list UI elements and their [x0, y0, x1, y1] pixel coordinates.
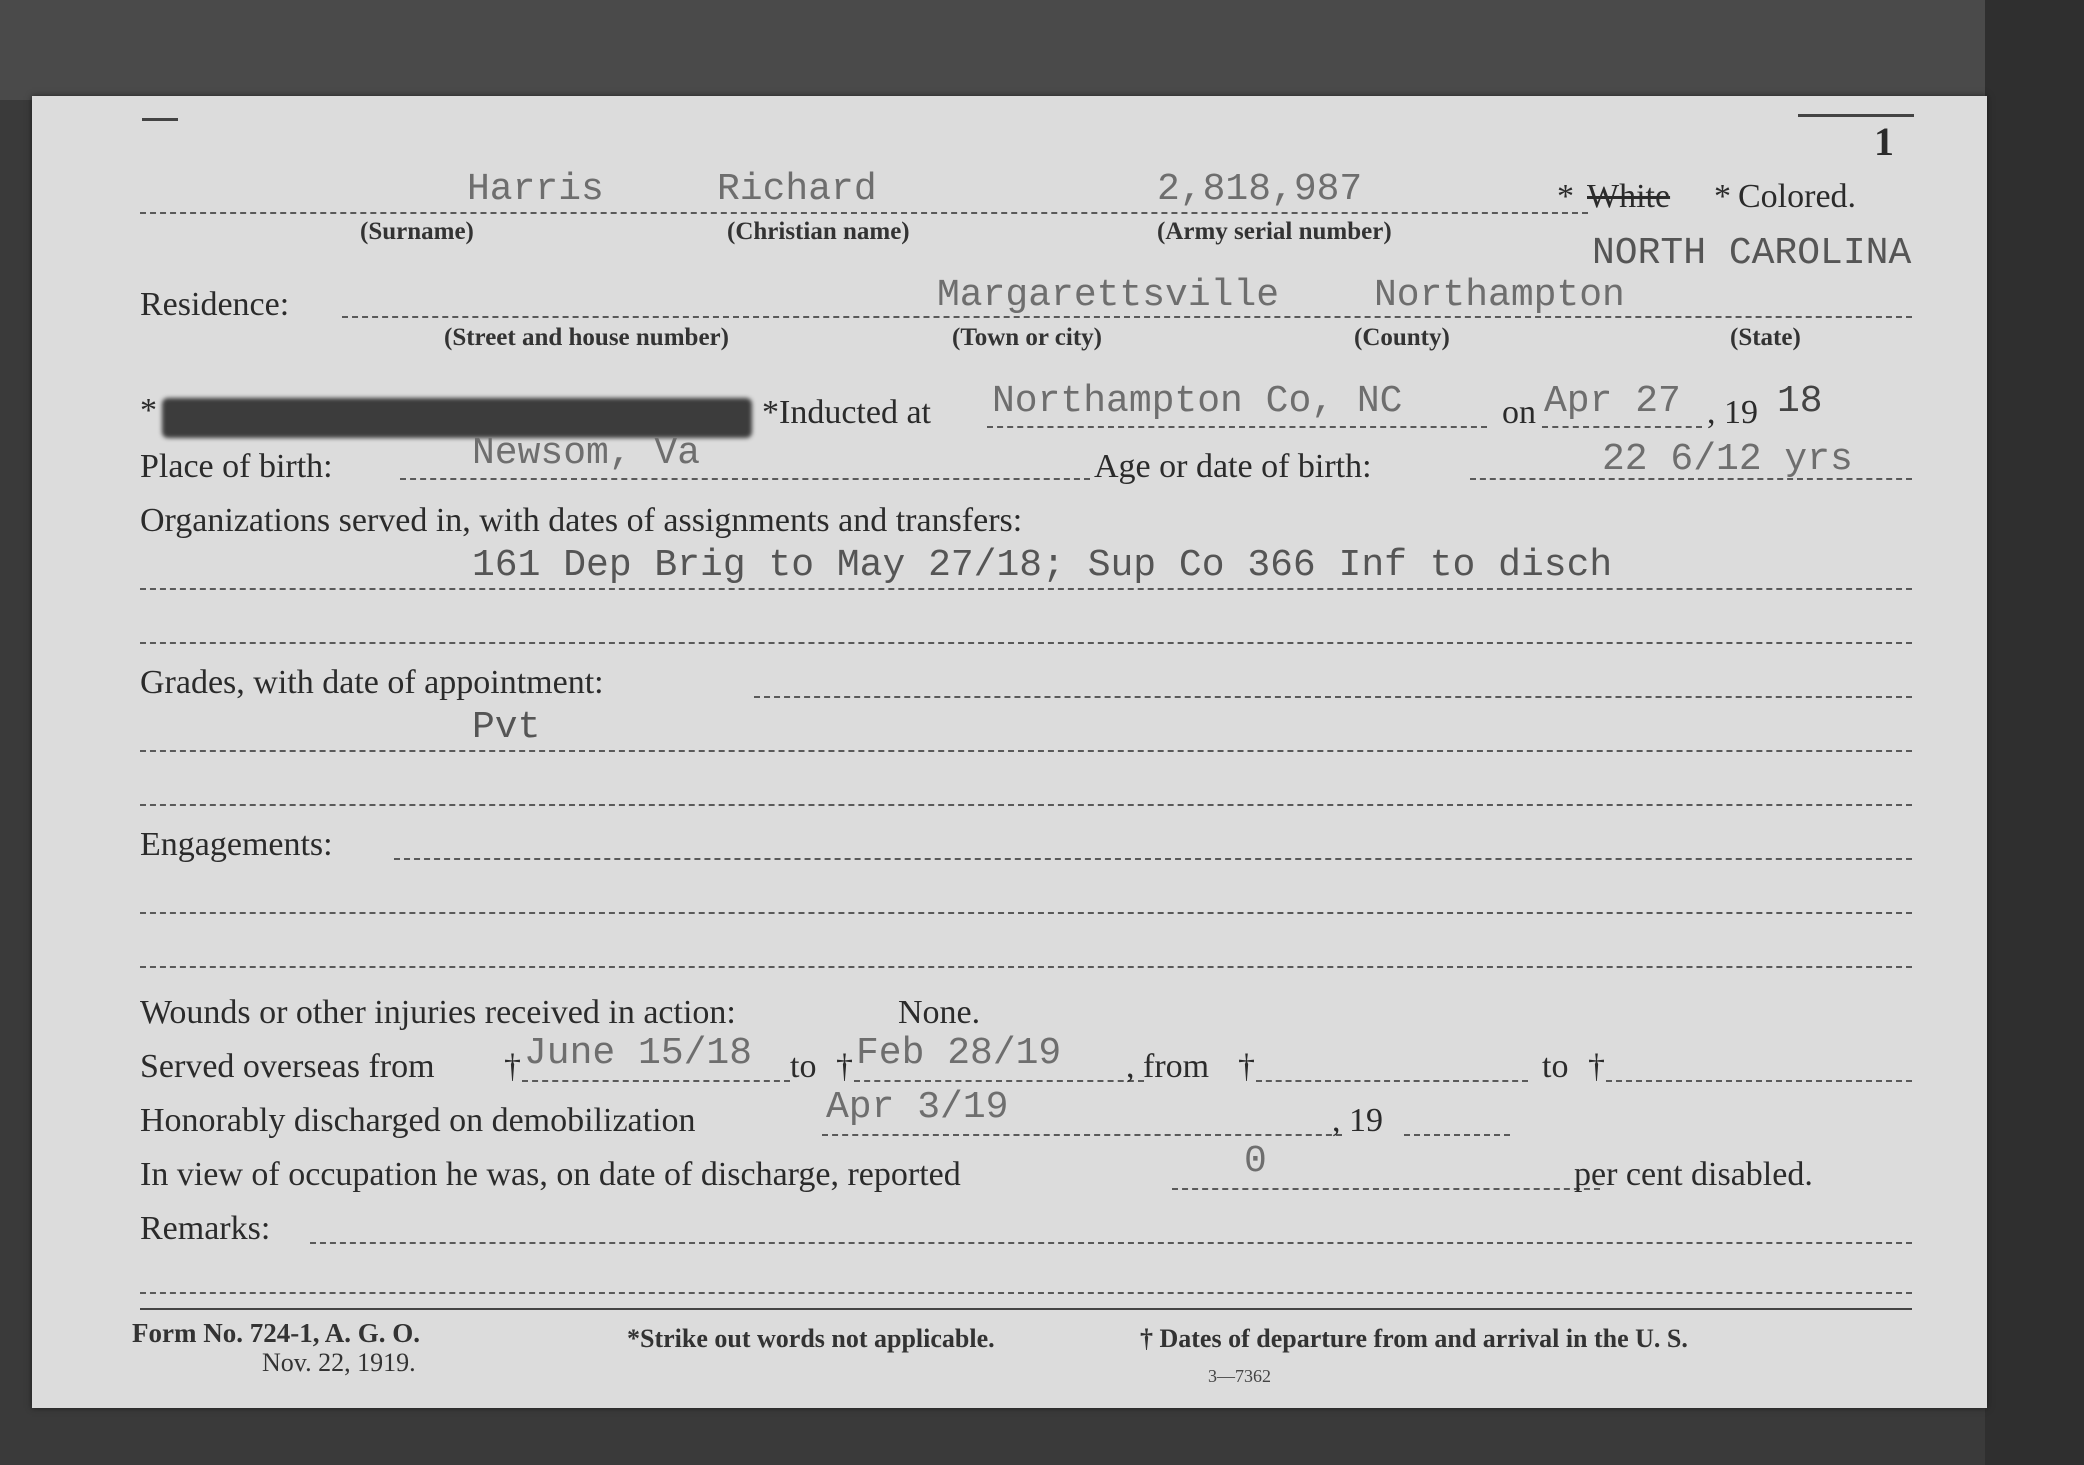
- race-colored: Colored.: [1738, 178, 1857, 215]
- caption-street: (Street and house number): [444, 324, 729, 351]
- grades-line-1: [754, 696, 1912, 698]
- footer-rule: [140, 1308, 1912, 1310]
- town-value: Margarettsville: [937, 274, 1280, 317]
- grades-line-3: [140, 804, 1912, 806]
- service-record-card: [32, 96, 1987, 1408]
- disabled-percent-line: [1172, 1188, 1600, 1190]
- disabled-suffix: per cent disabled.: [1574, 1156, 1813, 1193]
- discharge-year-line: [1404, 1134, 1510, 1136]
- inducted-year-value: 18: [1777, 380, 1823, 423]
- form-number: Form No. 724-1, A. G. O.: [132, 1318, 420, 1348]
- race-marker: *: [1557, 178, 1574, 215]
- organizations-line-2: [140, 642, 1912, 644]
- birth-place-line: [400, 478, 1090, 480]
- from-label-2: , from: [1126, 1048, 1210, 1085]
- page-number: 1: [1874, 119, 1894, 164]
- wounds-label: Wounds or other injuries received in action:: [140, 994, 736, 1031]
- residence-label: Residence:: [140, 286, 290, 323]
- caption-town: (Town or city): [952, 324, 1102, 351]
- discharge-date-value: Apr 3/19: [826, 1086, 1009, 1129]
- background-right: [1985, 0, 2084, 1465]
- print-code: 3—7362: [1208, 1366, 1271, 1386]
- race-marker-2: *: [1714, 178, 1731, 215]
- grade-value: Pvt: [472, 706, 541, 749]
- overseas-from-line-2: [1256, 1080, 1528, 1082]
- county-value: Northampton: [1374, 274, 1625, 317]
- overseas-from-value: June 15/18: [524, 1032, 753, 1075]
- disabled-percent-value: 0: [1244, 1140, 1267, 1183]
- dagger-2: †: [836, 1048, 853, 1085]
- grades-label: Grades, with date of appointment:: [140, 664, 604, 701]
- dagger-4: †: [1588, 1048, 1605, 1085]
- engagements-line-3: [140, 966, 1912, 968]
- inducted-date-line: [1542, 426, 1702, 428]
- inducted-place-line: [987, 426, 1487, 428]
- name-line: [140, 212, 1588, 214]
- overseas-from-line: [522, 1080, 790, 1082]
- discharge-date-line: [822, 1134, 1342, 1136]
- form-date: Nov. 22, 1919.: [262, 1348, 416, 1377]
- overseas-label: Served overseas from: [140, 1048, 435, 1085]
- discharge-year-prefix: , 19: [1332, 1102, 1383, 1139]
- occupation-label: In view of occupation he was, on date of discharge, reported: [140, 1156, 961, 1193]
- christian-name-value: Richard: [717, 168, 877, 211]
- age-label: Age or date of birth:: [1094, 448, 1372, 485]
- enlisted-marker: *: [140, 392, 157, 429]
- discharged-label: Honorably discharged on demobilization: [140, 1102, 696, 1139]
- dagger-3: †: [1238, 1048, 1255, 1085]
- age-value: 22 6/12 yrs: [1602, 438, 1853, 481]
- surname-value: Harris: [467, 168, 604, 211]
- state-value: NORTH CAROLINA: [1592, 232, 1912, 275]
- strike-note: *Strike out words not applicable.: [627, 1324, 995, 1353]
- dagger-1: †: [504, 1048, 521, 1085]
- serial-number-value: 2,818,987: [1157, 168, 1363, 211]
- caption-surname: (Surname): [360, 218, 474, 245]
- organizations-line-1: [140, 588, 1912, 590]
- dagger-note: † Dates of departure from and arrival in the U. S.: [1140, 1324, 1688, 1353]
- organizations-label: Organizations served in, with dates of assignments and transfers:: [140, 502, 1023, 539]
- remarks-line-2: [140, 1292, 1912, 1294]
- organizations-value: 161 Dep Brig to May 27/18; Sup Co 366 Inf to disch: [472, 544, 1613, 587]
- overseas-to-line-2: [1606, 1080, 1912, 1082]
- birth-place-label: Place of birth:: [140, 448, 333, 485]
- grades-line-2: [140, 750, 1912, 752]
- birth-place-value: Newsom, Va: [472, 432, 701, 475]
- remarks-line-1: [310, 1242, 1912, 1244]
- to-label-1: to: [790, 1048, 817, 1085]
- wounds-value: None.: [898, 994, 981, 1031]
- caption-christian-name: (Christian name): [727, 218, 910, 245]
- engagements-label: Engagements:: [140, 826, 333, 863]
- to-label-2: to: [1542, 1048, 1569, 1085]
- caption-serial-number: (Army serial number): [1157, 218, 1392, 245]
- year-prefix: , 19: [1707, 394, 1758, 431]
- engagements-line-2: [140, 912, 1912, 914]
- caption-county: (County): [1354, 324, 1450, 351]
- inducted-date-value: Apr 27: [1544, 380, 1681, 423]
- overseas-to-line: [854, 1080, 1144, 1082]
- page-number-rule: [1798, 114, 1914, 117]
- on-label: on: [1502, 394, 1536, 431]
- remarks-label: Remarks:: [140, 1210, 271, 1247]
- inducted-place-value: Northampton Co, NC: [992, 380, 1403, 423]
- inducted-label: *Inducted at: [762, 394, 931, 431]
- background-top: [0, 0, 2084, 100]
- race-white-struck: White: [1587, 178, 1671, 215]
- corner-mark: [142, 118, 178, 121]
- overseas-to-value: Feb 28/19: [856, 1032, 1062, 1075]
- engagements-line-1: [394, 858, 1912, 860]
- caption-state: (State): [1730, 324, 1801, 351]
